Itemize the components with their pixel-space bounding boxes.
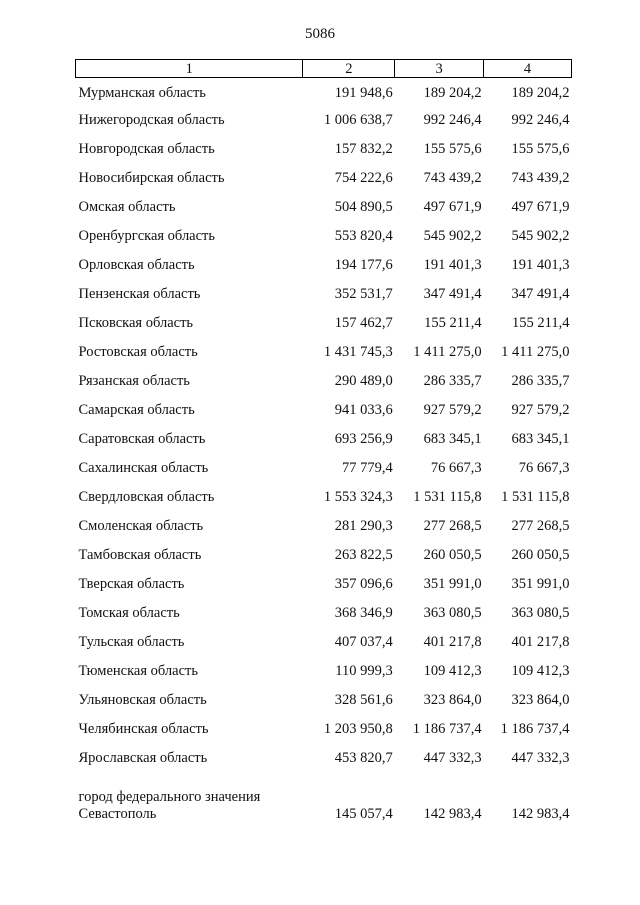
value-column-3: 683 345,1 (423, 431, 482, 447)
value-column-4: 545 902,2 (511, 228, 570, 244)
table-row (76, 715, 572, 744)
value-column-3: 191 401,3 (423, 257, 482, 273)
value-column-2: 407 037,4 (334, 634, 393, 650)
region-name: Тюменская область (78, 663, 198, 679)
value-column-4: 191 401,3 (511, 257, 570, 273)
value-column-2: 693 256,9 (334, 431, 393, 447)
table-row (76, 570, 572, 599)
value-column-2: 754 222,6 (334, 170, 393, 186)
value-column-3: 351 991,0 (423, 576, 482, 592)
value-column-3: 545 902,2 (423, 228, 482, 244)
region-name: Нижегородская область (78, 112, 225, 128)
region-name: Мурманская область (78, 84, 206, 101)
value-column-3: 155 575,6 (423, 141, 482, 157)
value-column-3: 76 667,3 (430, 460, 482, 476)
table-header-row (76, 60, 572, 78)
region-name-line-2: Севастополь (78, 806, 157, 822)
table-row (76, 541, 572, 570)
region-name: Самарская область (78, 402, 195, 418)
value-column-4: 1 186 737,4 (500, 721, 570, 737)
value-column-2: 328 561,6 (334, 692, 393, 708)
value-column-4: 189 204,2 (511, 84, 570, 101)
column-header-4: 4 (484, 60, 572, 78)
table-row (76, 251, 572, 280)
region-name: Сахалинская область (78, 460, 209, 476)
column-header-2: 2 (303, 60, 395, 78)
table-row (76, 744, 572, 773)
value-column-2: 357 096,6 (334, 576, 393, 592)
value-column-4: 347 491,4 (511, 286, 570, 302)
region-name: Ульяновская область (78, 692, 207, 708)
table-row (76, 512, 572, 541)
region-name: Томская область (78, 605, 180, 621)
value-column-3: 447 332,3 (423, 750, 482, 766)
table-row (76, 78, 572, 107)
region-name: Ярославская область (78, 750, 208, 766)
value-column-4: 155 575,6 (511, 141, 570, 157)
value-column-3: 347 491,4 (423, 286, 482, 302)
region-name (76, 773, 303, 825)
value-column-4: 992 246,4 (511, 112, 570, 128)
value-column-3: 155 211,4 (424, 315, 482, 331)
table-row (76, 599, 572, 628)
region-name: Смоленская область (78, 518, 204, 534)
region-name: Тульская область (78, 634, 185, 650)
region-name: Пензенская область (78, 286, 201, 302)
value-column-2: 145 057,4 (334, 806, 393, 822)
value-column-2: 504 890,5 (334, 199, 393, 215)
value-column-4: 351 991,0 (511, 576, 570, 592)
region-name: Челябинская область (78, 721, 209, 737)
value-column-2: 191 948,6 (334, 84, 393, 101)
value-column-3: 1 531 115,8 (413, 489, 482, 505)
region-name: Свердловская область (78, 489, 215, 505)
value-column-2: 1 431 745,3 (323, 344, 393, 360)
region-name: Новгородская область (78, 141, 215, 157)
table-row (76, 454, 572, 483)
value-column-4: 447 332,3 (511, 750, 570, 766)
region-name: Псковская область (78, 315, 194, 331)
column-header-1: 1 (76, 60, 303, 78)
value-column-3: 260 050,5 (423, 547, 482, 563)
region-name: Рязанская область (78, 373, 190, 389)
value-column-2: 352 531,7 (334, 286, 393, 302)
value-column-2: 157 462,7 (334, 315, 393, 331)
value-column-3: 1 411 275,0 (413, 344, 482, 360)
value-column-3: 142 983,4 (423, 806, 482, 822)
table-row (76, 164, 572, 193)
value-column-2: 553 820,4 (334, 228, 393, 244)
table-row (76, 222, 572, 251)
value-column-4: 109 412,3 (511, 663, 570, 679)
value-column-3: 323 864,0 (423, 692, 482, 708)
value-column-4: 497 671,9 (511, 199, 570, 215)
value-column-3: 743 439,2 (423, 170, 482, 186)
value-column-4: 277 268,5 (511, 518, 570, 534)
value-column-2: 194 177,6 (334, 257, 393, 273)
table-row (76, 135, 572, 164)
value-column-2: 1 006 638,7 (323, 112, 393, 128)
value-column-4: 286 335,7 (511, 373, 570, 389)
table-row (76, 338, 572, 367)
region-name: Саратовская область (78, 431, 206, 447)
value-column-2: 1 553 324,3 (323, 489, 393, 505)
value-column-2: 281 290,3 (334, 518, 393, 534)
table-row (76, 396, 572, 425)
value-column-2: 157 832,2 (334, 141, 393, 157)
value-column-3: 277 268,5 (423, 518, 482, 534)
value-column-4: 401 217,8 (511, 634, 570, 650)
table-row (76, 193, 572, 222)
value-column-4: 683 345,1 (511, 431, 570, 447)
table-row (76, 309, 572, 338)
value-column-2: 453 820,7 (334, 750, 393, 766)
table-row-sevastopol (76, 773, 572, 825)
value-column-4: 1 411 275,0 (501, 344, 570, 360)
region-name-line-1: город федерального значения (78, 789, 261, 805)
region-name: Тамбовская область (78, 547, 202, 563)
region-name: Омская область (78, 199, 176, 215)
region-name: Оренбургская область (78, 228, 216, 244)
value-column-2: 368 346,9 (334, 605, 393, 621)
value-column-3: 992 246,4 (423, 112, 482, 128)
region-name: Новосибирская область (78, 170, 225, 186)
page-number: 5086 (305, 26, 335, 42)
table-row (76, 686, 572, 715)
table-row (76, 628, 572, 657)
value-column-3: 927 579,2 (423, 402, 482, 418)
region-name: Орловская область (78, 257, 195, 273)
value-column-3: 109 412,3 (423, 663, 482, 679)
value-column-2: 77 779,4 (342, 460, 393, 476)
budget-table (75, 59, 572, 825)
value-column-4: 743 439,2 (511, 170, 570, 186)
table-row (76, 106, 572, 135)
value-column-4: 1 531 115,8 (501, 489, 570, 505)
table-row (76, 483, 572, 512)
value-column-4: 927 579,2 (511, 402, 570, 418)
table-body (76, 78, 572, 826)
value-column-3: 189 204,2 (423, 84, 482, 101)
value-column-3: 286 335,7 (423, 373, 482, 389)
table-row (76, 280, 572, 309)
table-row (76, 657, 572, 686)
value-column-3: 497 671,9 (423, 199, 482, 215)
value-column-4: 260 050,5 (511, 547, 570, 563)
table-row (76, 425, 572, 454)
region-name: Тверская область (78, 576, 185, 592)
value-column-3: 401 217,8 (423, 634, 482, 650)
table-row (76, 367, 572, 396)
value-column-4: 142 983,4 (511, 806, 570, 822)
value-column-2: 110 999,3 (335, 663, 393, 679)
value-column-4: 323 864,0 (511, 692, 570, 708)
value-column-2: 290 489,0 (334, 373, 393, 389)
column-header-3: 3 (395, 60, 484, 78)
value-column-4: 363 080,5 (511, 605, 570, 621)
value-column-3: 1 186 737,4 (412, 721, 482, 737)
value-column-2: 1 203 950,8 (323, 721, 393, 737)
value-column-4: 155 211,4 (512, 315, 570, 331)
value-column-2: 263 822,5 (334, 547, 393, 563)
value-column-3: 363 080,5 (423, 605, 482, 621)
value-column-4: 76 667,3 (518, 460, 570, 476)
region-name: Ростовская область (78, 344, 198, 360)
value-column-2: 941 033,6 (334, 402, 393, 418)
